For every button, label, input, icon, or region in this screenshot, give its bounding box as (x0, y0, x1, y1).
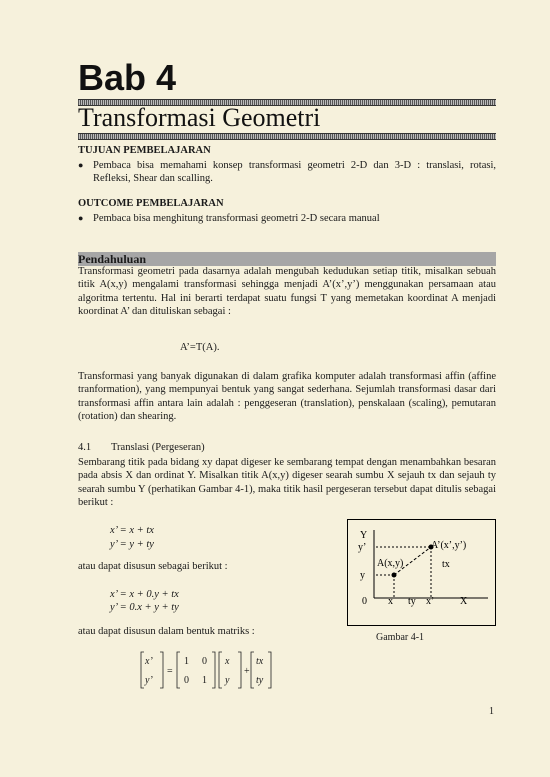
matrix-vector-x: x (225, 656, 230, 667)
matrix-translation-y: ty (256, 675, 264, 686)
fig-x-axis-label: X (460, 596, 468, 607)
translation-figure (347, 519, 496, 626)
fig-x-label: x (388, 596, 393, 607)
translasi-heading (78, 442, 205, 453)
pendahuluan-paragraph-2: Transformasi yang banyak digunakan di dalam grafika komputer adalah transformasi affin (affine tranformation), yang mempunyai bentuk yang sangat sederhana. Sejumlah transformasi dasar dari transformasi affin antara lain adalah : penggeseran (translation), penskalaan (scaling), pemutaran (rotation) dan shearing. (78, 371, 496, 422)
equation-y: y’ = y + ty (110, 539, 154, 550)
chapter-title: Transformasi Geometri (78, 103, 321, 132)
matrix-cell: 0 (184, 675, 189, 686)
matrix-form-text: atau dapat disusun dalam bentuk matriks : (78, 626, 255, 637)
translasi-paragraph: Sembarang titik pada bidang xy dapat digeser ke sembarang tempat dengan menambahkan besaran pada absis X dan ordinat Y. Misalkan titik A(x,y) digeser searah sumbu X sejauh tx dan sejauh ty searah sumbu Y (perhatikan Gambar 4-1), maka titik hasil pergeseran tersebut dapat ditulis sebagai berikut : (78, 457, 496, 508)
matrix-cell: 1 (184, 656, 189, 667)
equation-x-expanded: x’ = x + 0.y + tx (110, 589, 179, 600)
translation-matrix (136, 650, 276, 690)
fig-origin-label: 0 (362, 596, 367, 607)
matrix-lhs-1: x’ (145, 656, 153, 667)
matrix-translation-x: tx (256, 656, 264, 667)
figure-caption: Gambar 4-1 (376, 632, 425, 643)
section-number: 4.1 (78, 442, 92, 453)
bullet-icon: ● (78, 160, 84, 170)
pendahuluan-heading: Pendahuluan (78, 252, 496, 266)
pendahuluan-equation: A’=T(A). (180, 342, 220, 353)
section-title: Translasi (Pergeseran) (111, 442, 205, 453)
matrix-vector-y: y (225, 675, 230, 686)
fig-y-prime-label: y’ (358, 542, 367, 553)
matrix-cell: 0 (202, 656, 207, 667)
pendahuluan-paragraph-1: Transformasi geometri pada dasarnya adalah mengubah kedudukan setiap titik, misalkan sebuah titik A(x,y) mengalami transformasi sehingga menjadi A’(x’,y’) menggunakan persamaan atau algoritma tertentu. Hal ini berarti terdapat suatu fungsi T yang memetakan koordinat A menjadi koordinat A’ dan dituliskan sebagai : (78, 266, 496, 317)
fig-tx-label: tx (442, 559, 450, 570)
fig-x-prime-label: x’ (426, 596, 435, 607)
fig-ty-label: ty (408, 596, 416, 607)
matrix-cell: 1 (202, 675, 207, 686)
svg-text:=: = (167, 666, 173, 677)
tujuan-label: TUJUAN PEMBELAJARAN (78, 145, 211, 156)
chapter-rule-bottom (78, 133, 496, 140)
fig-point-a-prime-label: A’(x’,y’) (431, 540, 467, 551)
outcome-item-text: Pembaca bisa menghitung transformasi geometri 2-D secara manual (93, 213, 380, 224)
tujuan-item-text: Pembaca bisa memahami konsep transformasi geometri 2-D dan 3-D : translasi, rotasi, Refleksi, Shear dan scalling. (93, 160, 496, 184)
matrix-lhs-2: y’ (145, 675, 153, 686)
alternative-form-text: atau dapat disusun sebagai berikut : (78, 561, 228, 572)
outcome-label: OUTCOME PEMBELAJARAN (78, 198, 224, 209)
fig-y-axis-label: Y (360, 530, 368, 541)
chapter-number: Bab 4 (78, 57, 177, 98)
equation-x: x’ = x + tx (110, 525, 154, 536)
fig-y-label: y (360, 570, 365, 581)
svg-text:+: + (244, 666, 250, 677)
page-number: 1 (489, 706, 494, 717)
bullet-icon: ● (78, 213, 84, 223)
equation-y-expanded: y’ = 0.x + y + ty (110, 602, 179, 613)
fig-point-a-label: A(x,y) (377, 558, 404, 569)
